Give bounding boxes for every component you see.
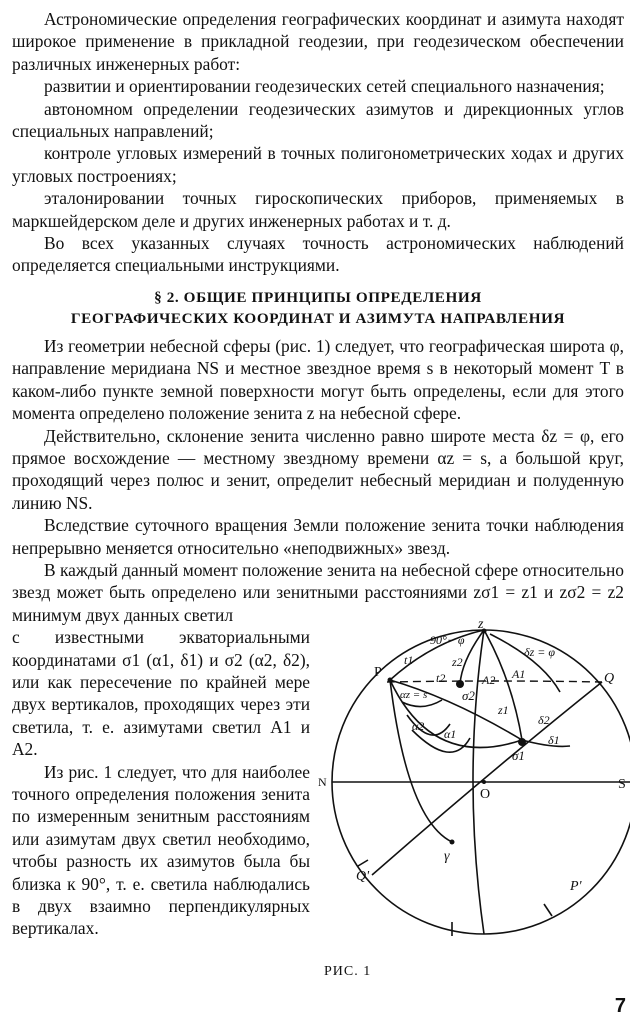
left-paragraph-1: с известными экваториальными координатами σ1 (α1, δ1) и σ2 (α2, δ2), или как пересечение по крайней мере двух вертикалов, проходящих через эти светила, т. е. азимутами светил A1 и A2. xyxy=(12,627,310,760)
label-gamma: γ xyxy=(444,849,450,865)
paragraph-accuracy: Во всех указанных случаях точность астрономических наблюдений определяется специальными инструкциями. xyxy=(12,233,624,276)
label-delta-1: δ1 xyxy=(548,733,560,748)
label-sigma-1: σ1 xyxy=(512,748,525,764)
body-paragraph-1: Из геометрии небесной сферы (рис. 1) следует, что географическая широта φ, направление меридиана NS и местное звездное время s в некоторый момент T в каком-либо пункте земной поверхности могут быть определены, если для этого момента определено положение зенита z на небесной сфере. xyxy=(12,335,624,424)
center-point xyxy=(482,780,486,784)
label-alpha-1: α1 xyxy=(444,727,457,742)
label-P-prime: P' xyxy=(570,879,582,895)
label-colatitude: 90°− φ xyxy=(430,633,465,648)
label-S: S xyxy=(618,777,626,793)
left-column xyxy=(12,626,310,940)
body-paragraph-2: Действительно, склонение зенита численно равно широте места δz = φ, его прямое восхождение — местному звездному времени αz = s, а большой круг, проходящий через полюс и зенит, определит небесный меридиан и полуденную линию NS. xyxy=(12,425,624,513)
label-delta-2: δ2 xyxy=(538,713,550,728)
text-with-figure xyxy=(12,620,626,1026)
body-paragraph-3: Вследствие суточного вращения Земли положение зенита точки наблюдения непрерывно меняется относительно «неподвижных» звезд. xyxy=(12,515,624,558)
list-item-1: развитии и ориентировании геодезических сетей специального назначения; xyxy=(44,76,605,97)
celestial-sphere-figure xyxy=(312,620,630,992)
page-number: 7 xyxy=(614,995,626,1017)
label-delta-z: δz = φ xyxy=(524,645,555,660)
star-sigma-2 xyxy=(456,680,464,688)
label-t2: t2 xyxy=(436,671,446,686)
hour-circle-gamma xyxy=(390,680,452,842)
label-sigma-2: σ2 xyxy=(462,688,475,704)
section-heading xyxy=(12,287,624,329)
list-item-2: автономном определении геодезических азимутов и дирекционных углов специальных направлений; xyxy=(12,98,624,142)
tick-mark-2 xyxy=(544,904,552,916)
pole-point xyxy=(388,678,393,683)
label-z1: z1 xyxy=(498,703,509,718)
tick-mark-3 xyxy=(358,860,368,866)
list-item-3: контроле угловых измерений в точных полигонометрических ходах и других угловых построениях; xyxy=(12,143,624,186)
label-A1: A1 xyxy=(512,667,526,682)
label-alpha-2: α2 xyxy=(412,719,425,734)
figure-caption: РИС. 1 xyxy=(324,964,372,980)
label-z: z xyxy=(478,620,484,633)
star-sigma-1 xyxy=(518,738,526,746)
label-alpha-z: αz = s xyxy=(400,689,428,702)
label-Q-prime: Q' xyxy=(356,869,370,885)
label-N: N xyxy=(318,775,327,790)
page xyxy=(12,8,624,1026)
label-A2: A2 xyxy=(482,673,496,688)
label-O: O xyxy=(480,787,491,803)
list-item-4: эталонировании точных гироскопических приборов, применяемых в маркшейдерском деле и других инженерных работах и т. д. xyxy=(12,188,624,231)
label-Q: Q xyxy=(604,671,615,687)
label-t1: t1 xyxy=(404,653,414,668)
label-P: P xyxy=(374,665,382,681)
label-z2: z2 xyxy=(452,655,463,670)
left-paragraph-2: Из рис. 1 следует, что для наиболее точного определения положения зенита по измеренным зенитным расстояниям или азимутам двух светил необходимо, чтобы разность их азимутов была бы близка к 90°, т. е. светила наблюдались в двух взаимно перпендикулярных вертикалах. xyxy=(12,761,310,939)
gamma-point xyxy=(450,840,455,845)
section-heading-line-1: § 2. ОБЩИЕ ПРИНЦИПЫ ОПРЕДЕЛЕНИЯ xyxy=(154,288,482,306)
equator-arc xyxy=(372,682,602,875)
section-heading-line-2: ГЕОГРАФИЧЕСКИХ КООРДИНАТ И АЗИМУТА НАПРАВЛЕНИЯ xyxy=(70,309,566,327)
paragraph-intro: Астрономические определения географических координат и азимута находят широкое применение в прикладной геодезии, при геодезическом обеспечении различных инженерных работ: xyxy=(12,9,624,74)
body-paragraph-4: В каждый данный момент положение зенита на небесной сфере относительно звезд может быть определено или зенитными расстояниями zσ1 = z1 и zσ2 = z2 минимум двух данных светил xyxy=(12,559,624,625)
